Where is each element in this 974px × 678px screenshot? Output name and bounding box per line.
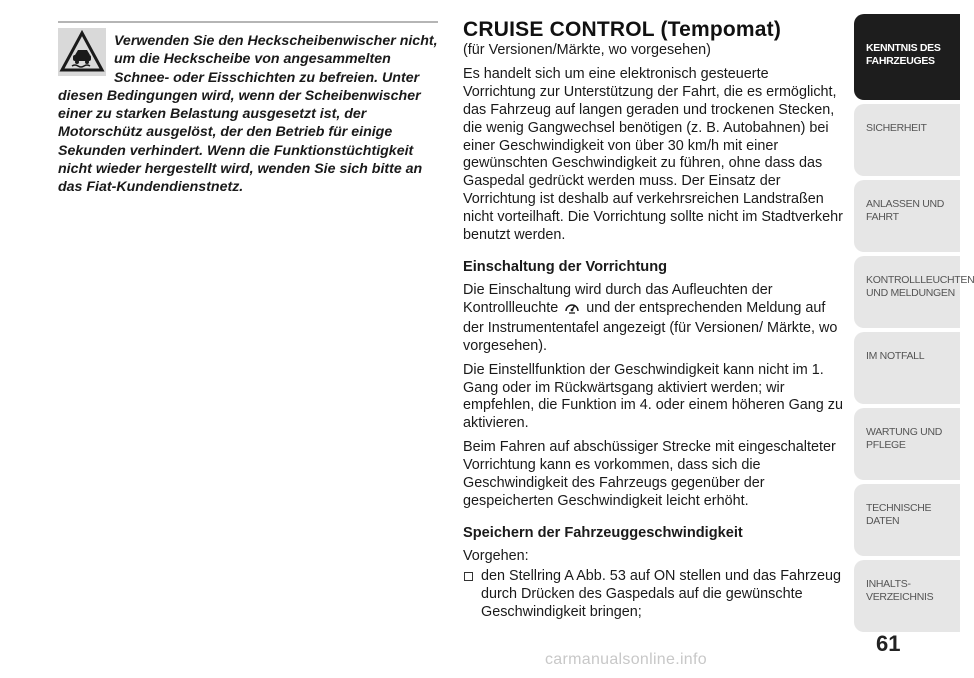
section-divider [58, 21, 438, 23]
section-heading-activation: Einschaltung der Vorrichtung [463, 258, 668, 275]
tab-kenntnis-des-fahrzeuges[interactable]: KENNTNIS DES FAHRZEUGES [854, 14, 960, 100]
page-subtitle: (für Versionen/Märkte, wo vorgesehen) [463, 42, 711, 58]
procedure-intro: Vorgehen: [463, 547, 529, 564]
watermark: carmanualsonline.info [545, 651, 707, 668]
tab-anlassen-und-fahrt[interactable]: ANLASSEN UND FAHRT [854, 180, 960, 252]
tab-technische-daten[interactable]: TECHNISCHE DATEN [854, 484, 960, 556]
section-heading-store-speed: Speichern der Fahrzeuggeschwindigkeit [463, 524, 743, 541]
tab-sicherheit[interactable]: SICHERHEIT [854, 104, 960, 176]
tab-kontrollleuchten[interactable]: KONTROLLLEUCHTEN UND MELDUNGEN [854, 256, 960, 328]
gear-note-paragraph: Die Einstellfunktion der Geschwindigkeit kann nicht im 1. Gang oder im Rückwärtsgang aktiviert werden; wir empfehlen, die Funktion im 4. oder einem höheren Gang zu aktivieren. [463, 361, 843, 432]
list-item: den Stellring A Abb. 53 auf ON stellen und das Fahrzeug durch Drücken des Gaspedals auf die gewünschte Geschwindigkeit bringen; [463, 568, 843, 622]
main-content [463, 18, 843, 621]
tab-im-notfall[interactable]: IM NOTFALL [854, 332, 960, 404]
page-number: 61 [876, 631, 901, 656]
tab-wartung-und-pflege[interactable]: WARTUNG UND PFLEGE [854, 408, 960, 480]
checkbox-bullet-icon [464, 572, 473, 581]
tab-inhaltsverzeichnis[interactable]: INHALTS- VERZEICHNIS [854, 560, 960, 632]
warning-note [58, 32, 446, 197]
procedure-list [463, 568, 843, 622]
intro-paragraph: Es handelt sich um eine elektronisch gesteuerte Vorrichtung zur Unterstützung der Fahrt, die es ermöglicht, das Fahrzeug auf langen geraden und trockenen Stecken, die wenig Gangwechsel benötigen (z. B. Autobahnen) bei einer Geschwindigkeit von über 30 km/h mit einer gewünschten Geschwindigkeit zu führen, ohne dass das Gaspedal gedrückt werden muss. Der Einsatz der Vorrichtung ist deshalb auf verkehrsreichen Landstraßen nicht vorteilhaft. Die Vorrichtung sollte nicht im Stadtverkehr benutzt werden. [463, 65, 843, 244]
warning-text: Verwenden Sie den Heckscheibenwischer nicht, um die Heckscheibe von angesammelten Schnee- oder Eisschichten zu befreien. Unter diesen Bedingungen wird, wenn der Scheibenwischer einer zu starken Belastung ausgesetzt ist, der Motorschütz ausgelöst, der den Betrieb für einige Sekunden verhindert. Wenn die Funktionstüchtigkeit nicht wieder hergestellt wird, wenden Sie sich bitte an das Fiat-Kundendienstnetz. [58, 33, 438, 196]
cruise-control-speedometer-icon [564, 300, 580, 320]
page-title: CRUISE CONTROL (Tempomat) [463, 18, 782, 41]
downhill-note-paragraph: Beim Fahren auf abschüssiger Strecke mit eingeschalteter Vorrichtung kann es vorkommen, dass sich die Geschwindigkeit des Fahrzeugs gegenüber der gespeicherten Geschwindigkeit leicht erhöht. [463, 439, 836, 509]
chapter-tabs [854, 14, 974, 636]
activation-paragraph: Die Einschaltung wird durch das Aufleuchten der Kontrollleuchte und der entsprechenden Meldung auf der Instrumententafel angezeigt (für Versionen/ Märkte, wo vorgesehen). [463, 281, 838, 354]
